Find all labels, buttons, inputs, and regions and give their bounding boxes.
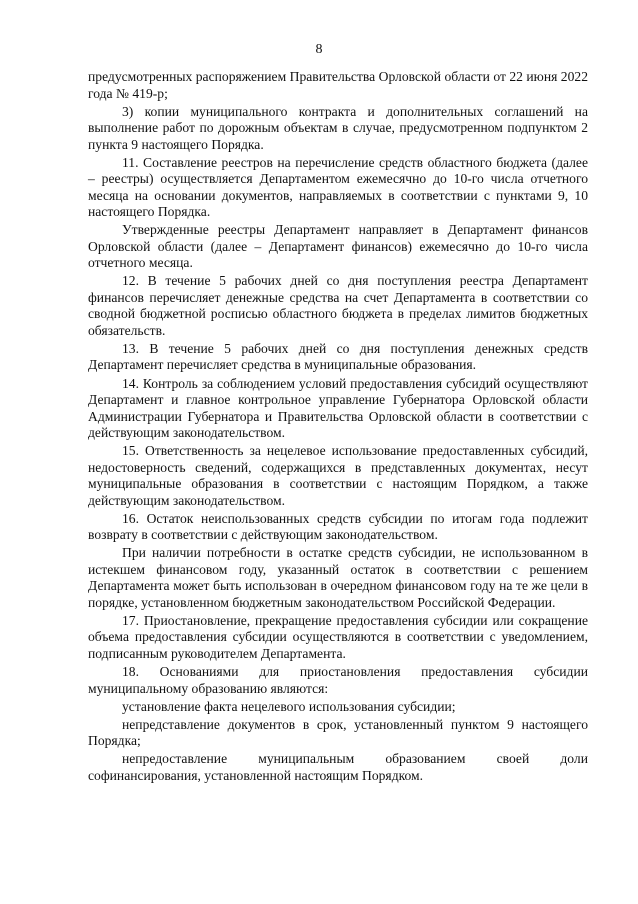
paragraph-16-remainder: При наличии потребности в остатке средств субсидии, не использованном в истекшем финансовом году, указанный остаток в соответствии с решением Департамента может быть использован в очередном финансовом году на те же цели в порядке, установленном бюджетным законодательством Российской Федерации.: [88, 545, 588, 610]
paragraph-18-ground-2: непредставление документов в срок, установленный пунктом 9 настоящего Порядка;: [88, 716, 588, 749]
paragraph-11-registry: Утвержденные реестры Департамент направляет в Департамент финансов Орловской области (далее – Департамент финансов) ежемесячно до 10-го числа отчетного месяца.: [88, 222, 588, 271]
paragraph-18: 18. Основаниями для приостановления предоставления субсидии муниципальному образованию являются:: [88, 664, 588, 696]
paragraph-12: 12. В течение 5 рабочих дней со дня поступления реестра Департамент финансов перечисляет денежные средства на счет Департамента в соответствии со сводной бюджетной росписью областного бюджета в пределах лимитов бюджетных обязательств.: [88, 273, 588, 338]
paragraph-17: 17. Приостановление, прекращение предоставления субсидии или сокращение объема предоставления субсидии осуществляются в соответствии с уведомлением, подписанным руководителем Департамента.: [88, 612, 588, 661]
paragraph-15: 15. Ответственность за нецелевое использование предоставленных субсидий, недостоверность сведений, содержащихся в представленных документах, несут муниципальные образования в соответствии с настоящим Порядком, а также действующим законодательством.: [88, 443, 588, 508]
paragraph-18-ground-3: непредоставление муниципальным образованием своей доли софинансирования, установленной настоящим Порядком.: [88, 751, 588, 783]
document-body: [88, 69, 588, 784]
paragraph-item-3: 3) копии муниципального контракта и дополнительных соглашений на выполнение работ по дорожным объектам в случае, предусмотренном подпунктом 2 пункта 9 настоящего Порядка.: [88, 103, 588, 152]
page-number: 8: [315, 42, 323, 57]
paragraph-13: 13. В течение 5 рабочих дней со дня поступления денежных средств Департамент перечисляет средства в муниципальные образования.: [88, 340, 588, 373]
paragraph-16: 16. Остаток неиспользованных средств субсидии по итогам года подлежит возврату в соответствии с действующим законодательством.: [88, 510, 588, 543]
paragraph-14: 14. Контроль за соблюдением условий предоставления субсидий осуществляют Департамент и главное контрольное управление Губернатора Орловской области Администрации Губернатора и Правительства Орловской области в соответствии с действующим законодательством.: [88, 375, 588, 441]
paragraph-continuation: предусмотренных распоряжением Правительства Орловской области от 22 июня 2022 года № 419-р;: [88, 69, 588, 101]
paragraph-18-ground-1: установление факта нецелевого использования субсидии;: [122, 698, 456, 714]
paragraph-11: 11. Составление реестров на перечисление средств областного бюджета (далее – реестры) осуществляется Департаментом ежемесячно до 10-го числа отчетного месяца на основании документов, направляемых в соответствии с пунктами 9, 10 настоящего Порядка.: [88, 154, 588, 220]
